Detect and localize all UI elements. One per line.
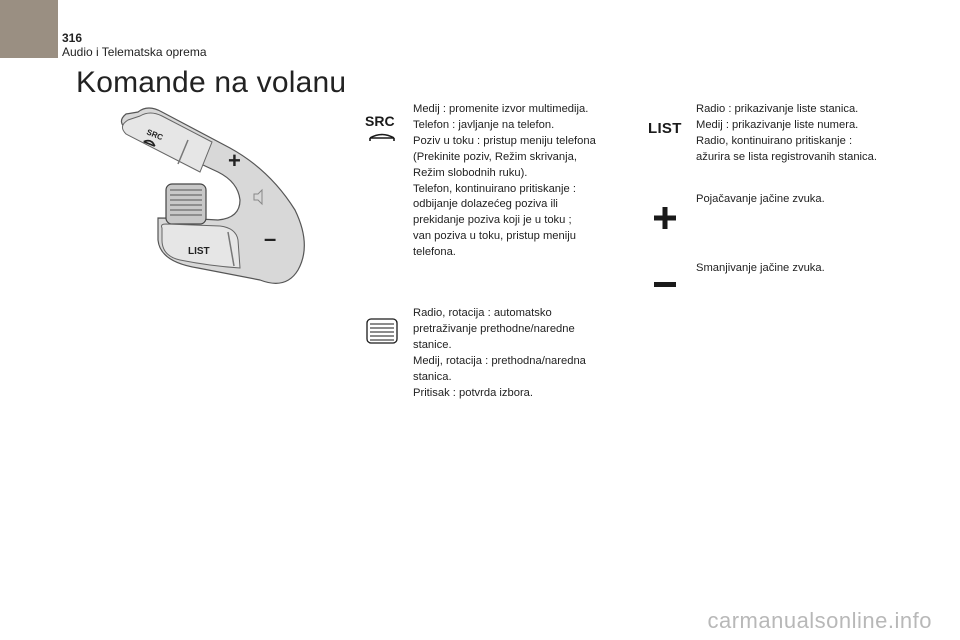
plus-icon <box>654 206 676 230</box>
thumbwheel-description: Radio, rotacija : automatsko pretraživanje prethodne/naredne stanice. Medij, rotacija : prethodna/naredna stanica. Pritisak : potvrda izbora. <box>413 307 586 399</box>
minus-icon <box>654 281 676 289</box>
src-icon-label: SRC <box>365 113 395 129</box>
minus-description: Smanjivanje jačine zvuka. <box>696 262 825 274</box>
list-icon-label: LIST <box>648 120 682 137</box>
watermark: carmanualsonline.info <box>707 608 932 633</box>
steering-wheel-controls-illustration <box>100 100 315 295</box>
plus-label: + <box>228 148 241 173</box>
src-icon <box>364 112 400 148</box>
plus-description: Pojačavanje jačine zvuka. <box>696 193 825 205</box>
list-description: Radio : prikazivanje liste stanica. Medij : prikazivanje liste numera. Radio, kontinuirano pritiskanje : ažurira se lista registrovanih stanica. <box>696 103 877 163</box>
thumbwheel-icon <box>366 318 398 344</box>
src-description: Medij : promenite izvor multimedija. Telefon : javljanje na telefon. Poziv u toku : pristup meniju telefona (Prekinite poziv, Režim skrivanja, Režim slobodnih ruku). Telefon, kontinuirano pritiskanje : odbijanje dolazećeg poziva ili prekidanje poziva koji je u toku ; van poziva u toku, pristup meniju telefona. <box>413 103 596 259</box>
src-label: SRC <box>145 127 165 143</box>
page-number: 316 <box>62 31 83 45</box>
section-title: Audio i Telematska oprema <box>62 45 207 59</box>
page-title: Komande na volanu <box>76 66 347 99</box>
list-label: LIST <box>188 246 210 257</box>
chapter-tab <box>0 0 58 58</box>
minus-label: – <box>264 226 277 251</box>
list-icon <box>648 120 682 137</box>
